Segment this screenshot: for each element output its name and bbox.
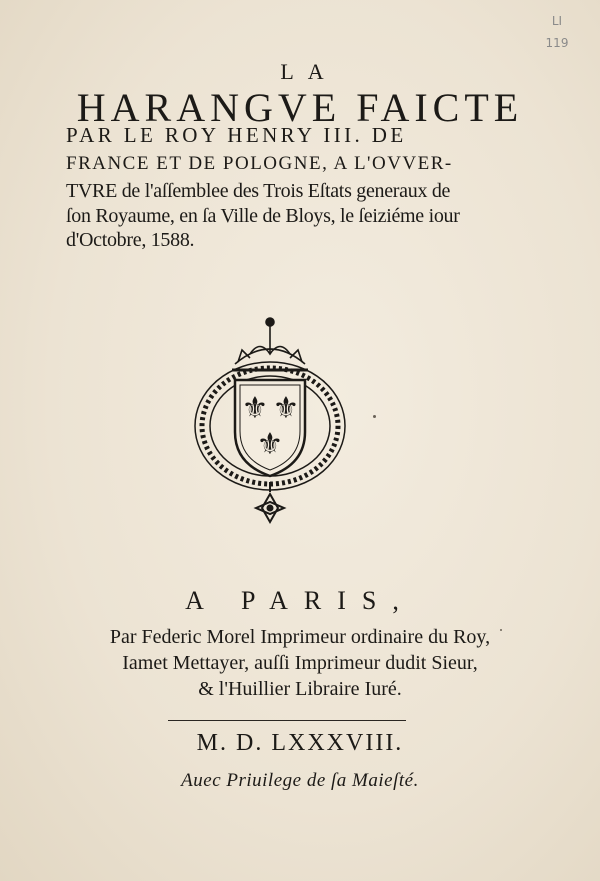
imprint-line-3: & l'Huillier Libraire Iuré. (198, 678, 402, 700)
ink-speck (500, 629, 502, 631)
divider-rule (168, 720, 406, 721)
ink-speck (373, 415, 376, 418)
shelfmark-line-2: 119 (545, 36, 569, 50)
imprint-line-1: Par Federic Morel Imprimeur ordinaire du Roy, (109, 626, 491, 648)
subtitle-line-3: TVRE de l'aſſemblee des Trois Eſtats generaux de (66, 180, 451, 202)
title-article: LA (280, 59, 338, 84)
subtitle-line-1: PAR LE ROY HENRY III. DE (66, 123, 407, 147)
subtitle-line-5: d'Octobre, 1588. (66, 229, 195, 251)
main-title: HARANGVE FAICTE (76, 85, 524, 130)
subtitle-line-2: FRANCE ET DE POLOGNE, A L'OVVER- (66, 153, 453, 174)
shelfmark-line-1: LI (551, 14, 563, 28)
imprint-place: A PARIS, (185, 586, 415, 615)
fleur-de-lis-bottom: ⚜ (256, 427, 284, 462)
shelfmark-annotation (532, 10, 582, 54)
publication-date: M. D. LXXXVIII. (196, 730, 404, 756)
fleur-de-lis-left: ⚜ (241, 391, 269, 426)
imprint-line-2: Iamet Mettayer, auſſi Imprimeur dudit Sieur, (122, 652, 478, 674)
privilege-line: Auec Priuilege de ſa Maieſté. (181, 770, 419, 791)
title-block (0, 58, 600, 130)
fleur-de-lis-right: ⚜ (272, 391, 300, 426)
royal-arms-fleur-de-lis-icon (190, 314, 350, 534)
subtitle-line-4: ſon Royaume, en ſa Ville de Bloys, le ſeiziéme iour (66, 205, 460, 227)
